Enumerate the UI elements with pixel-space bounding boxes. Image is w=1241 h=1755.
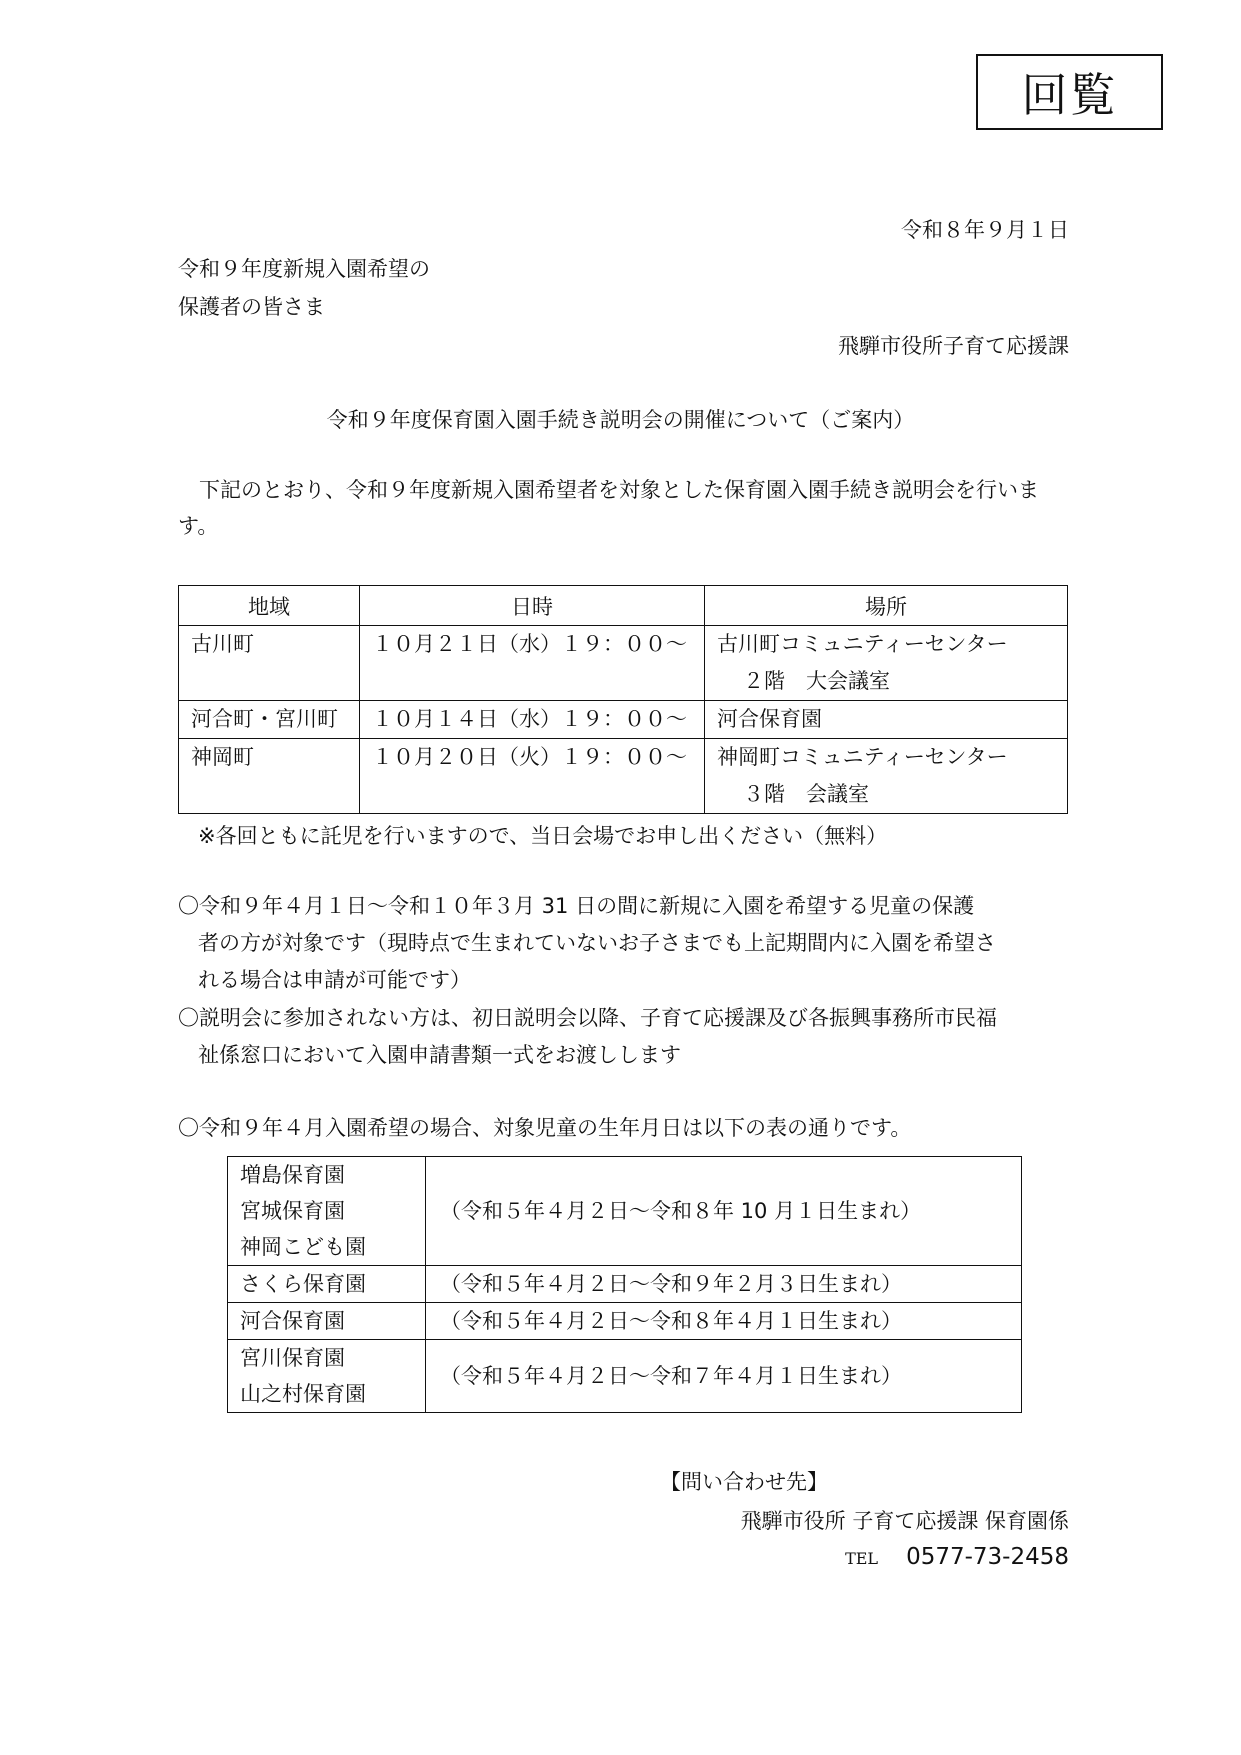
birth-range-cell: （令和５年４月２日～令和８年 10 月１日生まれ） [426,1157,1022,1266]
birthdate-table [227,1156,1022,1413]
area-cell: 神岡町 [179,739,360,814]
schedule-table [178,585,1068,814]
document-title: 令和９年度保育園入園手続き説明会の開催について（ご案内） [326,408,915,432]
bullet-line: 祉係窓口において入園申請書類一式をお渡しします [198,1043,681,1067]
place-name: 神岡町コミュニティーセンター [717,745,1008,769]
contact-department: 飛騨市役所 子育て応援課 保育園係 [740,1509,1069,1533]
area-cell: 古川町 [179,626,360,701]
application-bullet [178,1000,1078,1074]
nursery-name: さくら保育園 [240,1272,366,1296]
table-row [179,626,1068,701]
document-date: 令和８年９月１日 [901,218,1069,242]
place-cell [705,739,1068,814]
datetime-cell: １０月２１日（水）１９：００～ [360,626,705,701]
nursery-name: 宮城保育園 [240,1199,345,1223]
bullet-line: 者の方が対象です（現時点で生まれていないお子さまでも上記期間内に入園を希望さ [198,931,996,955]
place-cell [705,701,1068,739]
nursery-name: 宮川保育園 [240,1346,345,1370]
contact-heading: 【問い合わせ先】 [660,1470,828,1494]
tel-label: TEL [845,1549,879,1568]
header-area: 地域 [179,586,360,626]
header-datetime: 日時 [360,586,705,626]
nursery-names-cell [228,1266,426,1303]
eligibility-bullet [178,888,1078,999]
datetime-cell: １０月２０日（火）１９：００～ [360,739,705,814]
bullet-line: 〇令和９年４月１日～令和１０年３月 31 日の間に新規に入園を希望する児童の保護 [178,894,975,918]
contact-phone [845,1544,1069,1570]
bullet-line: れる場合は申請が可能です） [198,968,471,992]
nursery-names-cell [228,1303,426,1340]
datetime-cell: １０月１４日（水）１９：００～ [360,701,705,739]
place-room: ２階 大会議室 [743,669,890,693]
nursery-names-cell [228,1157,426,1266]
nursery-names-cell [228,1340,426,1413]
addressee-line-2: 保護者の皆さま [178,295,325,319]
addressee-line-1: 令和９年度新規入園希望の [178,257,430,281]
circulation-stamp [976,54,1163,130]
area-cell: 河合町・宮川町 [179,701,360,739]
phone-number: 0577-73-2458 [906,1544,1069,1570]
nursery-name: 山之村保育園 [240,1382,366,1406]
place-cell [705,626,1068,701]
birth-range-cell: （令和５年４月２日～令和９年２月３日生まれ） [426,1266,1022,1303]
table-row [228,1303,1022,1340]
table-row [228,1157,1022,1266]
place-room: ３階 会議室 [743,782,869,806]
bullet-line: 〇説明会に参加されない方は、初日説明会以降、子育て応援課及び各振興事務所市民福 [178,1006,997,1030]
intro-paragraph: 下記のとおり、令和９年度新規入園希望者を対象とした保育園入園手続き説明会を行います。 [178,478,1039,538]
table-row [228,1266,1022,1303]
birth-range-cell: （令和５年４月２日～令和７年４月１日生まれ） [426,1340,1022,1413]
births-intro: 〇令和９年４月入園希望の場合、対象児童の生年月日は以下の表の通りです。 [178,1116,912,1140]
place-name: 河合保育園 [717,707,822,731]
nursery-name: 河合保育園 [240,1309,345,1333]
sender: 飛騨市役所子育て応援課 [838,334,1069,358]
header-place: 場所 [705,586,1068,626]
circulation-label: 回覧 [1021,68,1118,122]
place-name: 古川町コミュニティーセンター [717,632,1008,656]
table-row [179,739,1068,814]
schedule-header-row [179,586,1068,626]
table-row [179,701,1068,739]
birth-range-cell: （令和５年４月２日～令和８年４月１日生まれ） [426,1303,1022,1340]
childcare-note: ※各回ともに託児を行いますので、当日会場でお申し出ください（無料） [198,824,888,848]
table-row [228,1340,1022,1413]
nursery-name: 増島保育園 [240,1163,345,1187]
nursery-name: 神岡こども園 [240,1235,366,1259]
